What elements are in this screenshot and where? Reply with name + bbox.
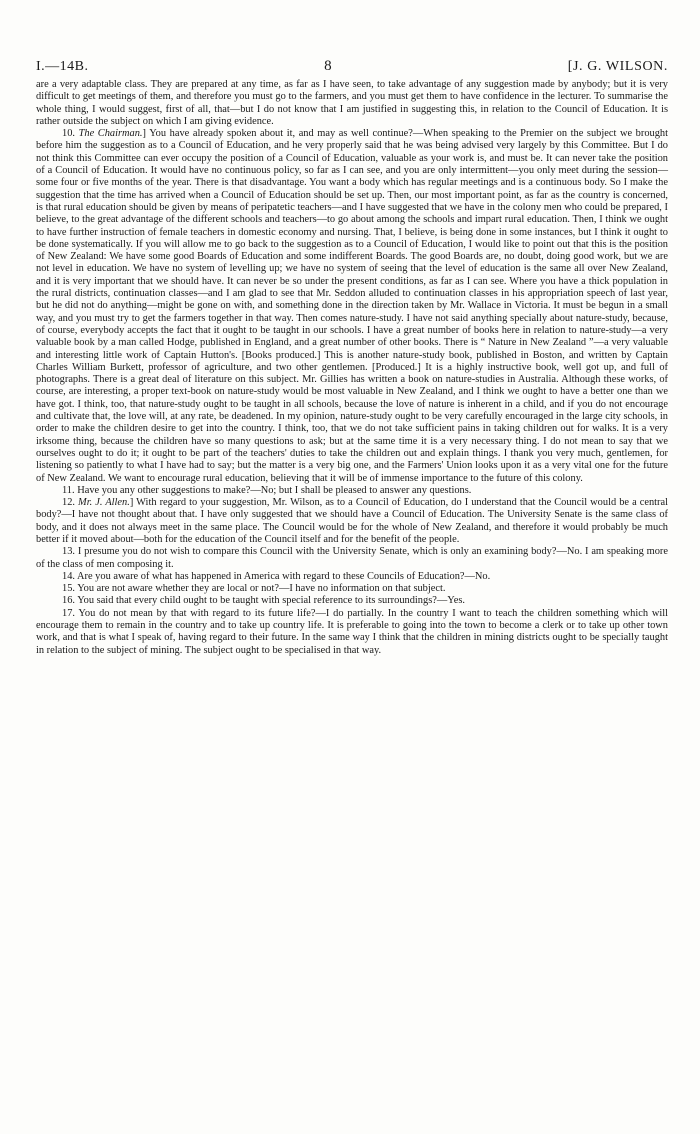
question-15 xyxy=(36,583,668,595)
question-13 xyxy=(36,546,668,571)
question-16 xyxy=(36,595,668,607)
paragraph-text: ] You have already spoken about it, and may as well continue?—When speaking to the Premier on the subject we brought before him the suggestion as to a Council of Education, and he very properly said that he was being advised very largely by this Committee. But I do not think this Committee can ever occupy the position of a Council of Education, valuable as your work is, and must be. It can never take the position of a Council of Education. It would have no continuous policy, so far as I can see, and you are only intermittent—you only meet during the session—some four or five months of the year. There is that disadvantage. You want a body which has regular meetings and is a continuous body. So I make the suggestion that the time has arrived when a Council of Education should be set up. Then, our most important point, as far as the country is concerned, is that rural education should be given by means of peripatetic teachers—and I have suggested that we have in the colony men who could be prepared, I believe, to the great advantage of the different schools and teachers—to go about among the schools and impart rural education. Then, I think we ought to have further instruction of female teachers in domestic economy and nursing. That, I believe, is being done in some instances, but I think it ought to be done systematically. If you will allow me to go back to the suggestion as to a Council of Education, I would like to point out that this is the position of New Zealand: We have some good Boards of Education and some indifferent Boards. The good Boards are, no doubt, doing good work, but we are not level in education. We have no system of levelling up; we have no system of seeing that the level of education is the same all over New Zealand, and it is very important that we should have. It can never be so under the present conditions, as far as I can see. Where you have a thick population in the rural districts, continuation classes—and I am glad to see that Mr. Seddon alluded to continuation classes in his appropriation speech of last year, but he did not do anything—might be gone on with, and something done in the direction taken by Mr. Wallace in Victoria. It must be begun in a small way, and you must try to get the farmers together in that way. Then comes nature-study. I have not said anything specially about nature-study, because, of course, everybody accepts the fact that it ought to be taught in our schools. I have a great number of books here in relation to nature-study—a very valuable book by a man called Hodge, published in England, and a great number of other books. There is “ Nature in New Zealand ”—a very valuable and interesting little work of Captain Hutton's. [Books produced.] This is another nature-study book, published in Boston, and written by Captain Charles William Burkett, professor of agriculture, and two other gentlemen. [Produced.] It is a highly instructive book, well got up, and full of photographs. There is a great deal of literature on this subject. Mr. Gillies has written a book on nature-studies in Australia. Although these works, of course, are interesting, a proper text-book on nature-study would be most valuable in New Zealand, and I think we ought to have a better one than we have got. I think, too, that nature-study ought to be taught in all schools, because the love of nature is inherent in a child, and if you do not encourage and cultivate that, the love will, at any rate, be deadened. In my opinion, nature-study ought to be very carefully encouraged in the large city schools, in order to make the children desire to get into the country. I think, too, that we do not take sufficient pains in taking children out for walks. It is a very irksome thing, because the children have so many questions to ask; but at the same time it is a very necessary thing. I do not mean to say that we ourselves ought to do it; it ought to be part of the teachers' duties to take the children out and explain things. I thank you very much, gentlemen, for listening so patiently to what I have had to say; but the matter is a very big one, and the Farmers' Union looks upon it as a very vital one for the future of New Zealand. We want to encourage rural education, believing that it will be of immense importance to the future of this colony. xyxy=(36,128,668,484)
question-number: 12. xyxy=(62,497,79,509)
question-12 xyxy=(36,497,668,546)
paragraph-text: 13. I presume you do not wish to compare this Council with the University Senate, which is only an examining body?—No. I am speaking more of the class of men composing it. xyxy=(36,546,668,570)
question-17 xyxy=(36,608,668,657)
page-number: 8 xyxy=(324,58,333,74)
paragraph-text: 15. You are not aware whether they are local or not?—I have no information on that subject. xyxy=(62,583,446,595)
page-header xyxy=(36,58,668,75)
paragraph-text: 11. Have you any other suggestions to make?—No; but I shall be pleased to answer any questions. xyxy=(62,484,472,496)
question-14 xyxy=(36,571,668,583)
question-11 xyxy=(36,485,668,497)
paragraph-text: 16. You said that every child ought to be taught with special reference to its surroundings?—Yes. xyxy=(62,595,465,607)
paragraph-text: 14. Are you aware of what has happened in America with regard to these Councils of Education?—No. xyxy=(62,570,491,582)
question-10 xyxy=(36,128,668,485)
paragraph-text: are a very adaptable class. They are prepared at any time, as far as I have seen, to take advantage of any suggestion made by anybody; but it is very difficult to get meetings of them, and therefore you must go to the farmers, and you must get them to have confidence in the lecturer. To summarise the whole thing, I would suggest, first of all, that—but I do not know that I am justified in suggesting this, in relation to the Council of Education. It is rather outside the subject on which I am giving evidence. xyxy=(36,79,668,127)
speaker-name: The Chairman. xyxy=(78,128,143,140)
paragraph-text: ] With regard to your suggestion, Mr. Wilson, as to a Council of Education, do I understand that the Council would be a central body?—I have not thought about that. I have only suggested that we should have a Council of Education. The University Senate is the same class of body, and it does not always meet in the same place. The Council would be for the whole of New Zealand, and therefore it would probably be much better if it moved about—both for the education of the Council itself and for the benefit of the people. xyxy=(36,497,668,545)
document-body xyxy=(36,79,668,657)
paragraph-text: 17. You do not mean by that with regard to its future life?—I do partially. In the country I want to teach the children something which will encourage them to remain in the country and to take up country life. It is preferable to going into the town to become a clerk or to take up other town work, and that is what I speak of, having regard to their future. In the same way I think that the children in mining districts ought to be specially taught in relation to the subject of mining. The subject ought to be specialised in that way. xyxy=(36,607,668,656)
paper-reference: I.—14B. xyxy=(36,59,89,74)
speaker-name: Mr. J. Allen. xyxy=(78,497,130,509)
witness-name: [J. G. WILSON. xyxy=(567,59,668,74)
paragraph-continued xyxy=(36,79,668,128)
question-number: 10. xyxy=(62,128,79,140)
